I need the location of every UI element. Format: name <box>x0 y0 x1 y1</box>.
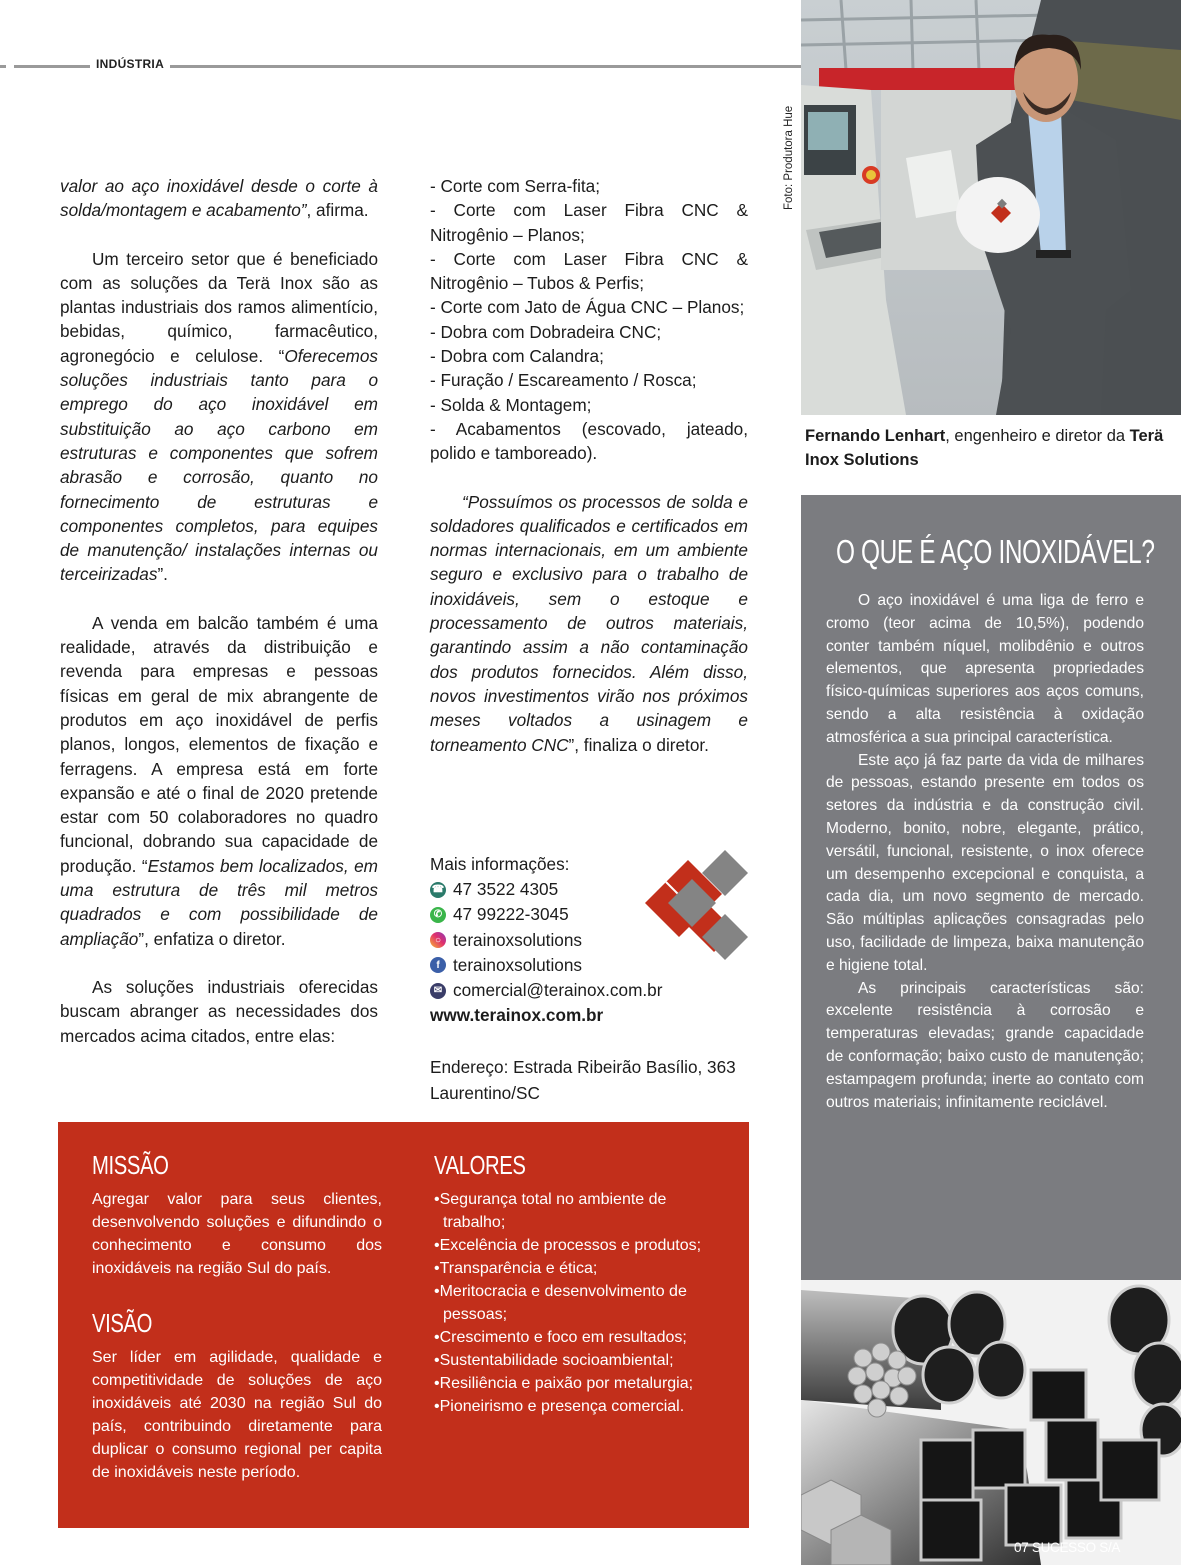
whatsapp-number: 47 99222-3045 <box>453 904 569 925</box>
steel-pipes-image <box>801 1280 1181 1565</box>
phone-number: 47 3522 4305 <box>453 879 559 900</box>
quote-text: “Possuímos os processos de solda e soldadores qualificados e certificados em normas internacionais, em um ambiente seguro e exclusivo para o trabalho de inoxidáveis, sem o estoque e processamento de outros materiais, garantindo assim a não contaminação dos produtos fornecidos. Além disso, novos investimentos virão nos próximos meses voltados a usinagem e torneamento CNC <box>430 491 748 755</box>
sidebar-paragraph: As principais características são: excelente resistência à corrosão e temperaturas elevadas; grande capacidade de conformação; baixo custo de manutenção; estampagem profunda; inerte ao contato com outros materiais; infinitamente reciclável. <box>826 979 1144 1111</box>
service-item: - Corte com Jato de Água CNC – Planos; <box>430 297 745 318</box>
services-list <box>430 174 748 466</box>
terainox-logo <box>640 845 755 965</box>
phone-icon: ☎ <box>430 882 446 898</box>
quote-text: Oferecemos soluções industriais tanto para o emprego do aço inoxidável em substituição ao aço carbono em estruturas e componentes que sofrem abrasão e corrosão, quanto no fornecimento de estruturas e componentes completos, para equipes de manutenção/ instalações internas ou terceirizadas <box>60 345 378 585</box>
mission-text: Agregar valor para seus clientes, desenvolvendo soluções e difundindo o conhecimento e consumo dos inoxidáveis na região Sul do país. <box>92 1191 382 1277</box>
address-line: Laurentino/SC <box>430 1082 540 1103</box>
email-address: comercial@terainox.com.br <box>453 979 663 1000</box>
header-rule-right <box>170 65 801 68</box>
service-item: - Corte com Serra-fita; <box>430 176 601 196</box>
mission-title: MISSÃO <box>92 1150 169 1180</box>
sidebar-title: O QUE É AÇO INOXIDÁVEL? <box>836 533 1155 570</box>
instagram-icon: ○ <box>430 932 446 948</box>
header-rule-left <box>14 65 90 68</box>
vision-text: Ser líder em agilidade, qualidade e competitividade de soluções de aço inoxidáveis até 2030 na região Sul do país, contribuindo diretamente para duplicar o consumo regional per capita de inoxidáveis neste período. <box>92 1349 382 1481</box>
paragraph <box>60 611 378 951</box>
photo-caption <box>805 425 1175 472</box>
contact-email[interactable] <box>430 978 750 1003</box>
paragraph <box>430 490 748 757</box>
values-item: •Segurança total no ambiente de trabalho; <box>434 1191 667 1231</box>
service-item: - Solda & Montagem; <box>430 394 592 415</box>
address <box>430 1055 750 1105</box>
values-item: •Crescimento e foco em resultados; <box>434 1329 687 1346</box>
paragraph-text: A venda em balcão também é uma realidade, através da distribuição e revenda para empresas e pessoas físicas em geral de mix abrangente de produtos em aço inoxidável de perfis planos, longos, elementos de fixação e ferragens. A empresa está em forte expansão e até o final de 2020 pretende estar com 50 colaboradores no quadro funcional, dobrando sua capacidade de produção. “ <box>60 612 378 876</box>
instagram-handle: terainoxsolutions <box>453 929 582 950</box>
paragraph-text: , afirma. <box>306 200 369 221</box>
contact-title: Mais informações: <box>430 854 570 874</box>
sidebar-paragraph: Este aço já faz parte da vida de milhares de pessoas, estando presente em todos os setores da indústria e da construção civil. Moderno, bonito, nobre, elegante, prático, versátil, funcional, resistente, o inox oferece um desempenho excepcional e conquista, a cada dia, um novo segmento de mercado. São múltiplas aplicações consagradas pelo uso, facilidade de limpeza, baixa manutenção e higiene total. <box>826 751 1144 974</box>
values-item: •Sustentabilidade socioambiental; <box>434 1352 674 1369</box>
mission-section <box>92 1150 382 1280</box>
paragraph-text: ”, enfatiza o diretor. <box>138 928 286 949</box>
sidebar-text <box>826 590 1144 1114</box>
sidebar-paragraph: O aço inoxidável é uma liga de ferro e cromo (teor acima de 10,5%), podendo conter também níquel, molibdênio e outros elementos, que apresenta propriedades físico-químicas superiores aos aços comuns, sendo a alta resistência à oxidação atmosférica a sua principal característica. <box>826 592 1144 746</box>
paragraph-text: Um terceiro setor que é beneficiado com as soluções da Terä Inox são as plantas industriais dos ramos alimentício, bebidas, químico, farmacêutico, agronegócio e celulose. “ <box>60 248 378 366</box>
values-item: •Transparência e ética; <box>434 1260 598 1277</box>
page-folio: 07 SUCESSO S/A <box>1014 1540 1121 1555</box>
mission-vision-values-box <box>58 1122 749 1528</box>
article-column-2 <box>430 174 748 781</box>
values-title: VALORES <box>434 1150 526 1180</box>
article-column-1 <box>60 174 378 1072</box>
sidebar-box <box>801 495 1181 1280</box>
caption-text: , engenheiro e diretor da <box>945 427 1130 445</box>
vision-section <box>92 1308 382 1484</box>
caption-company: Terä Inox Solutions <box>805 427 1164 469</box>
director-photo <box>801 0 1181 415</box>
values-item: •Pioneirismo e presença comercial. <box>434 1398 685 1415</box>
address-line: Endereço: Estrada Ribeirão Basílio, 363 <box>430 1057 736 1078</box>
service-item: - Dobra com Dobradeira CNC; <box>430 321 662 342</box>
facebook-icon: f <box>430 957 446 973</box>
service-item: - Corte com Laser Fibra CNC & Nitrogênio – Planos; <box>430 200 748 245</box>
quote-text: valor ao aço inoxidável desde o corte à solda/montagem e acabamento” <box>60 176 378 221</box>
service-item: - Acabamentos (escovado, jateado, polido e tamboreado). <box>430 418 748 464</box>
service-item: - Dobra com Calandra; <box>430 346 604 367</box>
values-item: •Meritocracia e desenvolvimento de pessoas; <box>434 1283 687 1323</box>
whatsapp-icon: ✆ <box>430 907 446 923</box>
service-item: - Corte com Laser Fibra CNC & Nitrogênio – Tubos & Perfis; <box>430 248 748 294</box>
mail-icon: ✉ <box>430 983 446 999</box>
section-label: INDÚSTRIA <box>96 57 165 71</box>
caption-person: Fernando Lenhart <box>805 427 946 445</box>
quote-text: Estamos bem localizados, em uma estrutura de três mil metros quadrados e com possibilidade de ampliação <box>60 855 378 949</box>
paragraph <box>60 247 378 587</box>
paragraph-text: ”. <box>157 564 168 585</box>
photo-credit: Foto: Produtora Hue <box>783 105 795 210</box>
values-item: •Resiliência e paixão por metalurgia; <box>434 1375 694 1392</box>
paragraph <box>60 174 378 223</box>
service-item: - Furação / Escareamento / Rosca; <box>430 370 697 391</box>
facebook-handle: terainoxsolutions <box>453 954 582 975</box>
paragraph-text: ”, finaliza o diretor. <box>568 734 709 755</box>
values-list <box>434 1188 724 1418</box>
header-rule-left-stub <box>0 65 6 68</box>
values-item: •Excelência de processos e produtos; <box>434 1237 702 1254</box>
values-section <box>434 1150 724 1418</box>
website-link[interactable]: www.terainox.com.br <box>430 1005 604 1026</box>
paragraph: As soluções industriais oferecidas buscam abranger as necessidades dos mercados acima citados, entre elas: <box>60 976 378 1046</box>
vision-title: VISÃO <box>92 1308 153 1338</box>
